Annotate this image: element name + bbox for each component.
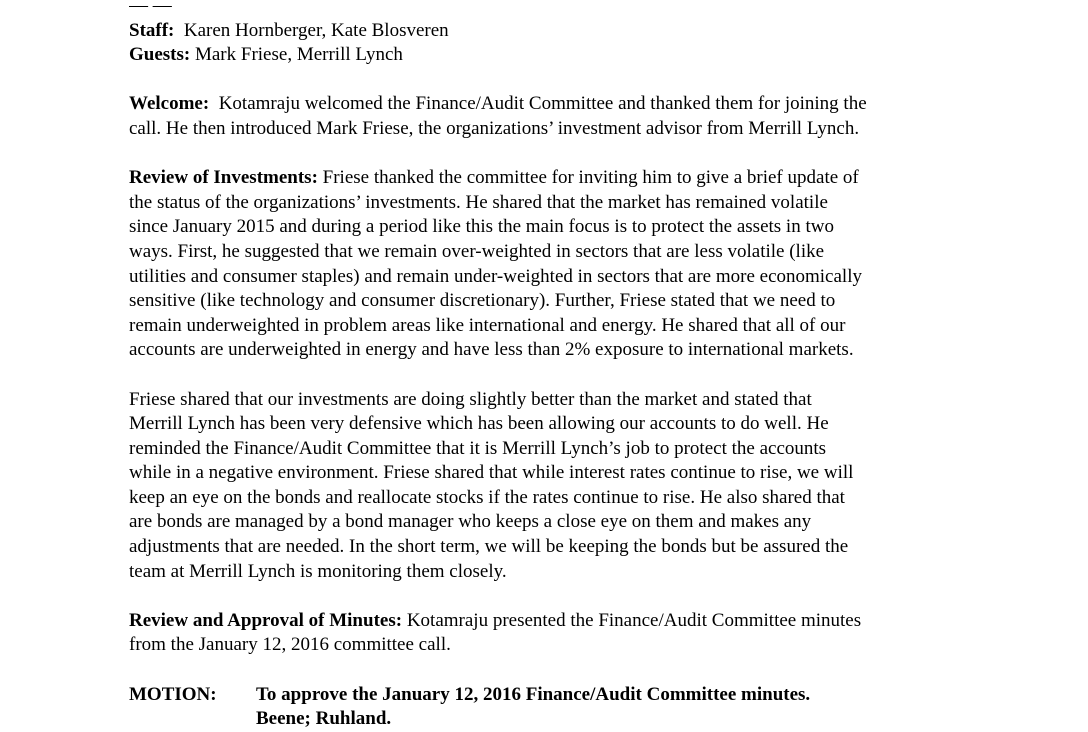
motion-line-2: Beene; Ruhland. <box>256 708 392 730</box>
staff-label: Staff: <box>129 19 175 41</box>
motion-block <box>129 683 969 732</box>
friese-line-4: while in a negative environment. Friese shared that while interest rates continue to rise, we will <box>129 462 854 484</box>
welcome-line-2: call. He then introduced Mark Friese, the organizations’ investment advisor from Merrill Lynch. <box>129 117 860 139</box>
investments-line-5: utilities and consumer staples) and remain under-weighted in sectors that are more economically <box>129 265 862 287</box>
partial-top-line <box>129 0 969 19</box>
welcome-paragraph <box>129 92 969 141</box>
friese-line-7: adjustments that are needed. In the short term, we will be keeping the bonds but be assured the <box>129 536 849 558</box>
investments-line-1: Friese thanked the committee for inviting him to give a brief update of <box>322 167 859 189</box>
guests-label: Guests: <box>129 44 191 66</box>
motion-line-1: To approve the January 12, 2016 Finance/Audit Committee minutes. <box>256 683 811 705</box>
spacer <box>129 363 969 388</box>
welcome-heading: Welcome: <box>129 93 210 115</box>
friese-line-2: Merrill Lynch has been very defensive which has been allowing our accounts to do well. He <box>129 413 829 435</box>
minutes-paragraph <box>129 609 969 658</box>
investments-line-4: ways. First, he suggested that we remain over-weighted in sectors that are less volatile (like <box>129 240 825 262</box>
investments-line-3: since January 2015 and during a period like this the main focus is to protect the assets in two <box>129 216 834 238</box>
minutes-heading: Review and Approval of Minutes: <box>129 609 403 631</box>
friese-line-8: team at Merrill Lynch is monitoring them closely. <box>129 560 507 582</box>
investments-heading: Review of Investments: <box>129 167 318 189</box>
investments-line-6: sensitive (like technology and consumer discretionary). Further, Friese stated that we need to <box>129 290 836 312</box>
minutes-line-1: Kotamraju presented the Finance/Audit Committee minutes <box>406 609 862 631</box>
document-page <box>129 0 969 732</box>
staff-names: Karen Hornberger, Kate Blosveren <box>183 19 449 41</box>
investments-paragraph <box>129 166 969 363</box>
partial-top-text: — — <box>129 0 172 16</box>
spacer <box>129 584 969 609</box>
welcome-line-1: Kotamraju welcomed the Finance/Audit Committee and thanked them for joining the <box>218 93 867 115</box>
investments-line-8: accounts are underweighted in energy and have less than 2% exposure to international markets. <box>129 339 854 361</box>
friese-paragraph <box>129 388 969 585</box>
friese-line-6: are bonds are managed by a bond manager who keeps a close eye on them and makes any <box>129 511 812 533</box>
motion-label: MOTION: <box>129 683 217 705</box>
minutes-line-2: from the January 12, 2016 committee call. <box>129 634 451 656</box>
spacer <box>129 142 969 167</box>
spacer <box>129 658 969 683</box>
investments-line-2: the status of the organizations’ investments. He shared that the market has remained volatile <box>129 191 828 213</box>
friese-line-5: keep an eye on the bonds and reallocate stocks if the rates continue to rise. He also shared that <box>129 486 845 508</box>
motion-text <box>256 683 810 732</box>
guests-names: Mark Friese, Merrill Lynch <box>194 44 403 66</box>
investments-line-7: remain underweighted in problem areas like international and energy. He shared that all of our <box>129 314 846 336</box>
staff-line <box>129 19 969 44</box>
friese-line-3: reminded the Finance/Audit Committee that it is Merrill Lynch’s job to protect the accounts <box>129 437 827 459</box>
spacer <box>129 68 969 93</box>
friese-line-1: Friese shared that our investments are doing slightly better than the market and stated that <box>129 388 812 410</box>
guests-line <box>129 43 969 68</box>
